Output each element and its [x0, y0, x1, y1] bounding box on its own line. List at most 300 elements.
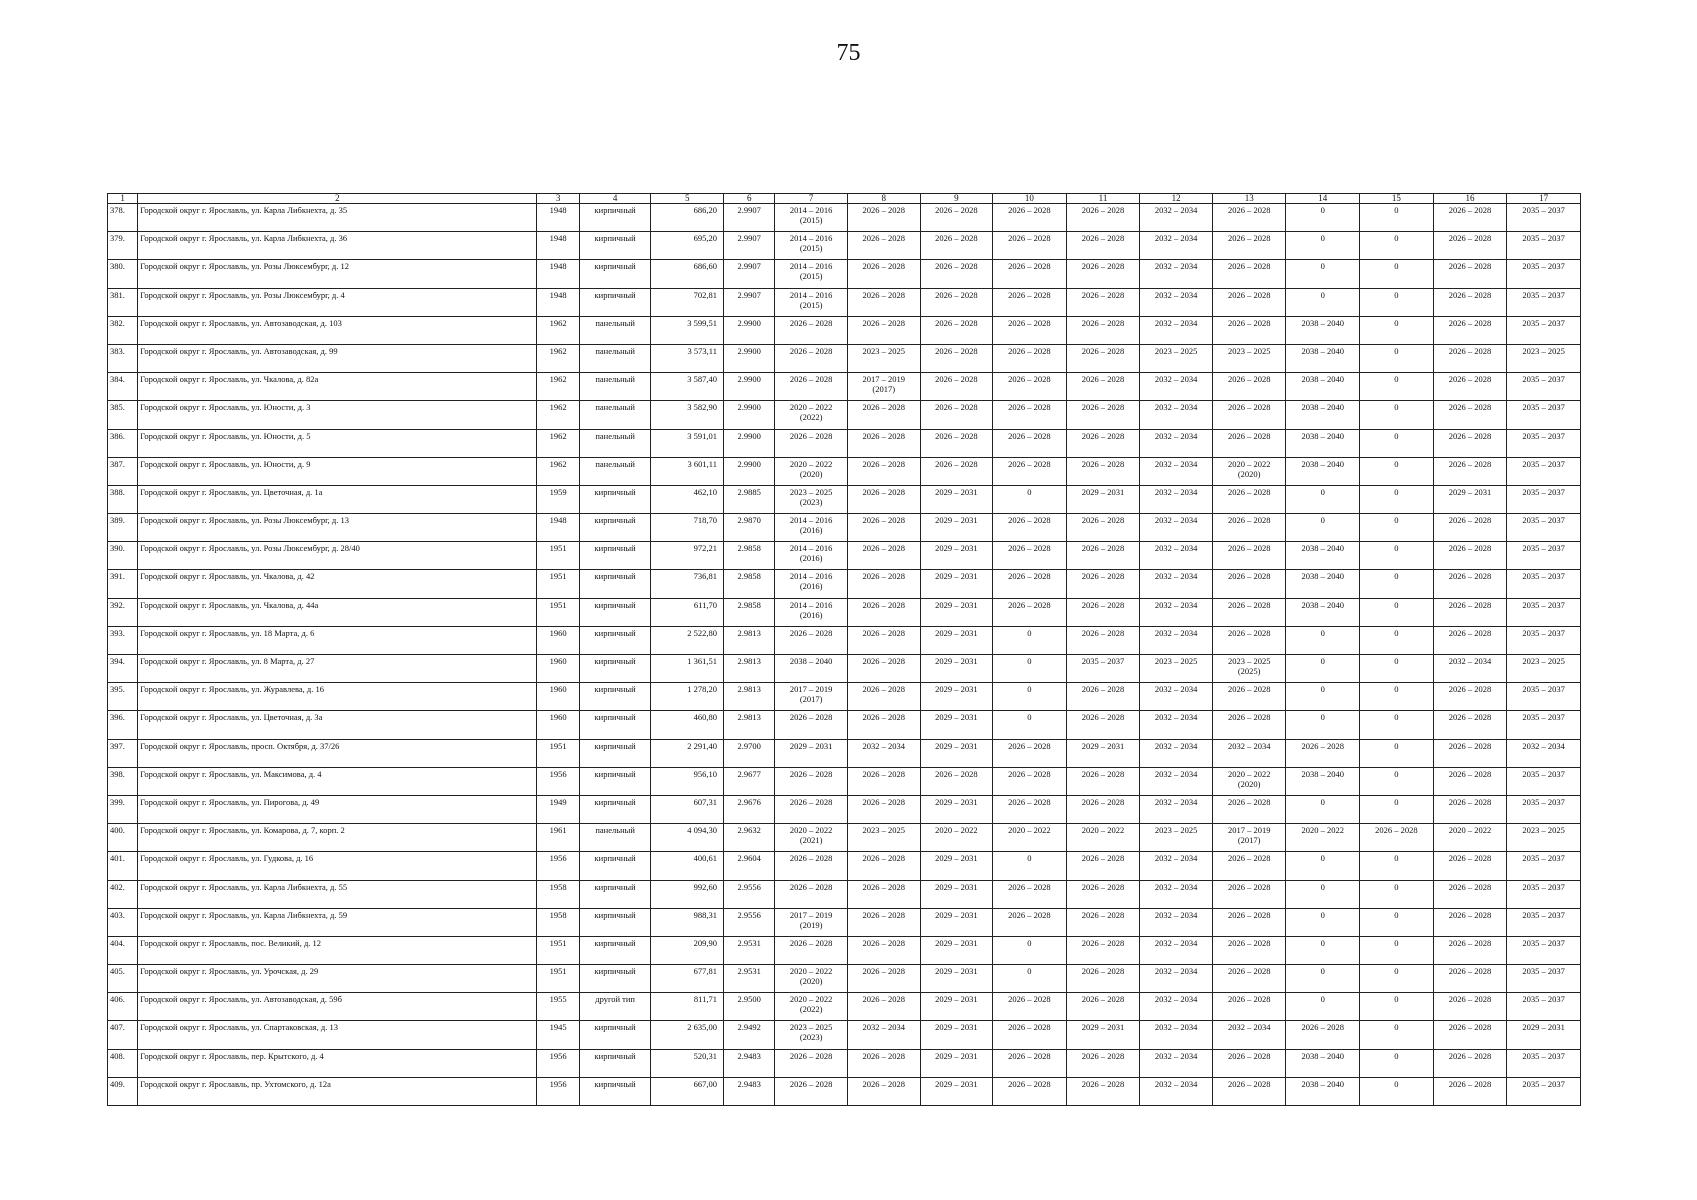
table-cell: 2038 – 2040: [1286, 1077, 1360, 1105]
table-cell: кирпичный: [579, 288, 651, 316]
table-cell: 2035 – 2037: [1507, 965, 1581, 993]
table-cell: 2026 – 2028: [847, 683, 920, 711]
table-cell: 2035 – 2037: [1507, 598, 1581, 626]
table-row: [108, 429, 1581, 457]
table-cell: 402.: [108, 880, 138, 908]
table-cell: 2026 – 2028: [1433, 542, 1507, 570]
table-row: [108, 485, 1581, 513]
table-cell: 379.: [108, 232, 138, 260]
table-cell: 2029 – 2031: [920, 908, 993, 936]
table-cell: 1951: [537, 739, 579, 767]
table-cell: 0: [993, 485, 1067, 513]
table-cell: 2029 – 2031: [920, 514, 993, 542]
table-cell: 2026 – 2028: [847, 232, 920, 260]
table-cell: 2026 – 2028: [1433, 570, 1507, 598]
table-cell: 2 291,40: [651, 739, 724, 767]
table-cell: Городской округ г. Ярославль, ул. Спартаковская, д. 13: [138, 1021, 537, 1049]
table-cell: 2029 – 2031: [920, 739, 993, 767]
table-row: [108, 232, 1581, 260]
table-cell: 2026 – 2028: [847, 429, 920, 457]
table-cell: 2026 – 2028: [775, 880, 848, 908]
table-cell: 403.: [108, 908, 138, 936]
table-cell: 2026 – 2028: [775, 1077, 848, 1105]
table-cell: 2032 – 2034: [1212, 739, 1286, 767]
table-cell: 2026 – 2028: [1212, 598, 1286, 626]
table-cell: панельный: [579, 824, 651, 852]
table-cell: 0: [1286, 485, 1360, 513]
table-cell: 2020 – 2022 (2020): [1212, 457, 1286, 485]
column-header: 2: [138, 194, 537, 204]
table-cell: 1951: [537, 936, 579, 964]
column-header: 15: [1360, 194, 1434, 204]
table-cell: кирпичный: [579, 598, 651, 626]
table-cell: 0: [993, 655, 1067, 683]
table-cell: 1956: [537, 1077, 579, 1105]
table-row: [108, 655, 1581, 683]
table-cell: 1951: [537, 965, 579, 993]
table-cell: 2026 – 2028: [993, 795, 1067, 823]
table-cell: 1 361,51: [651, 655, 724, 683]
table-cell: панельный: [579, 429, 651, 457]
table-cell: 2026 – 2028: [775, 429, 848, 457]
table-cell: 2032 – 2034: [1140, 401, 1213, 429]
table-cell: 972,21: [651, 542, 724, 570]
table-cell: 686,60: [651, 260, 724, 288]
table-cell: 2026 – 2028: [1066, 232, 1140, 260]
table-cell: 2032 – 2034: [1140, 316, 1213, 344]
column-header: 16: [1433, 194, 1507, 204]
table-row: [108, 683, 1581, 711]
table-row: [108, 880, 1581, 908]
table-cell: 2035 – 2037: [1507, 711, 1581, 739]
table-cell: 2026 – 2028: [847, 1077, 920, 1105]
table-cell: Городской округ г. Ярославль, ул. Розы Люксембург, д. 13: [138, 514, 537, 542]
table-cell: панельный: [579, 401, 651, 429]
table-cell: 2.9858: [723, 570, 774, 598]
table-cell: 956,10: [651, 767, 724, 795]
table-cell: 2026 – 2028: [1433, 795, 1507, 823]
table-cell: 811,71: [651, 993, 724, 1021]
table-cell: 0: [1360, 204, 1434, 232]
table-cell: 0: [1286, 908, 1360, 936]
table-cell: кирпичный: [579, 626, 651, 654]
table-cell: 0: [1360, 485, 1434, 513]
table-cell: Городской округ г. Ярославль, ул. 8 Марта, д. 27: [138, 655, 537, 683]
table-cell: 2026 – 2028: [1066, 795, 1140, 823]
table-cell: 2026 – 2028: [920, 767, 993, 795]
column-header: 8: [847, 194, 920, 204]
table-cell: 2026 – 2028: [1433, 288, 1507, 316]
table-cell: 2023 – 2025: [1507, 824, 1581, 852]
table-cell: 462,10: [651, 485, 724, 513]
table-cell: 2026 – 2028: [1066, 316, 1140, 344]
table-cell: кирпичный: [579, 739, 651, 767]
table-cell: 0: [1360, 542, 1434, 570]
table-cell: 2035 – 2037: [1507, 1077, 1581, 1105]
table-cell: Городской округ г. Ярославль, ул. Юности, д. 9: [138, 457, 537, 485]
table-cell: 2026 – 2028: [847, 1049, 920, 1077]
table-cell: 2017 – 2019 (2019): [775, 908, 848, 936]
table-cell: 2 522,80: [651, 626, 724, 654]
table-cell: 2026 – 2028: [993, 288, 1067, 316]
table-cell: кирпичный: [579, 795, 651, 823]
table-cell: 390.: [108, 542, 138, 570]
table-cell: 2020 – 2022 (2022): [775, 993, 848, 1021]
table-cell: 2026 – 2028: [1066, 429, 1140, 457]
table-cell: 0: [1360, 626, 1434, 654]
table-row: [108, 626, 1581, 654]
table-cell: 2026 – 2028: [1066, 852, 1140, 880]
table-cell: 2.9900: [723, 344, 774, 372]
table-cell: 2026 – 2028: [993, 260, 1067, 288]
table-cell: 2026 – 2028: [847, 908, 920, 936]
table-cell: 1960: [537, 683, 579, 711]
table-cell: 2026 – 2028: [847, 711, 920, 739]
table-cell: 0: [1360, 429, 1434, 457]
table-cell: 2026 – 2028: [1433, 993, 1507, 1021]
table-cell: 0: [1360, 288, 1434, 316]
table-cell: 2.9677: [723, 767, 774, 795]
table-cell: 2035 – 2037: [1507, 1049, 1581, 1077]
table-cell: 2026 – 2028: [1433, 936, 1507, 964]
table-cell: 2026 – 2028: [1212, 514, 1286, 542]
table-cell: 2032 – 2034: [1140, 795, 1213, 823]
table-cell: 2035 – 2037: [1507, 514, 1581, 542]
table-cell: 0: [993, 626, 1067, 654]
table-cell: 2026 – 2028: [1433, 514, 1507, 542]
table-cell: 2032 – 2034: [1140, 1077, 1213, 1105]
table-cell: 2032 – 2034: [1140, 288, 1213, 316]
table-cell: 2026 – 2028: [775, 711, 848, 739]
table-cell: кирпичный: [579, 1049, 651, 1077]
table-row: [108, 288, 1581, 316]
table-cell: 384.: [108, 373, 138, 401]
table-cell: 2026 – 2028: [1066, 401, 1140, 429]
table-cell: 2035 – 2037: [1507, 232, 1581, 260]
table-row: [108, 993, 1581, 1021]
table-cell: 2032 – 2034: [1140, 993, 1213, 1021]
table-cell: 0: [1360, 908, 1434, 936]
table-cell: 1961: [537, 824, 579, 852]
table-cell: 2026 – 2028: [775, 795, 848, 823]
table-cell: 2035 – 2037: [1507, 401, 1581, 429]
table-cell: 2035 – 2037: [1507, 880, 1581, 908]
table-cell: 2035 – 2037: [1507, 936, 1581, 964]
table-cell: 1962: [537, 401, 579, 429]
table-cell: 2026 – 2028: [920, 429, 993, 457]
table-cell: 2026 – 2028: [1212, 711, 1286, 739]
table-cell: 2023 – 2025: [1507, 344, 1581, 372]
table-cell: 2020 – 2022 (2022): [775, 401, 848, 429]
table-cell: 0: [1286, 514, 1360, 542]
table-cell: 2026 – 2028: [1433, 965, 1507, 993]
table-cell: 0: [1286, 260, 1360, 288]
table-cell: 2.9632: [723, 824, 774, 852]
table-cell: 2017 – 2019 (2017): [847, 373, 920, 401]
table-cell: 2020 – 2022: [1286, 824, 1360, 852]
table-cell: 2026 – 2028: [1212, 429, 1286, 457]
table-row: [108, 598, 1581, 626]
table-cell: 0: [1286, 993, 1360, 1021]
table-cell: 2026 – 2028: [1433, 852, 1507, 880]
table-cell: 2026 – 2028: [847, 880, 920, 908]
table-cell: 2 635,00: [651, 1021, 724, 1049]
table-cell: 2.9900: [723, 457, 774, 485]
table-cell: 0: [1360, 1021, 1434, 1049]
table-cell: 2026 – 2028: [775, 936, 848, 964]
table-cell: 2026 – 2028: [1212, 880, 1286, 908]
table-cell: 0: [1360, 683, 1434, 711]
table-cell: 2026 – 2028: [1433, 204, 1507, 232]
table-cell: 2032 – 2034: [1140, 767, 1213, 795]
table-cell: 2026 – 2028: [993, 514, 1067, 542]
table-cell: 2026 – 2028: [775, 316, 848, 344]
table-cell: 1956: [537, 1049, 579, 1077]
table-cell: 2020 – 2022 (2020): [775, 965, 848, 993]
table-cell: 2.9556: [723, 880, 774, 908]
table-cell: кирпичный: [579, 683, 651, 711]
table-row: [108, 344, 1581, 372]
table-cell: 0: [1360, 852, 1434, 880]
table-cell: 0: [993, 936, 1067, 964]
table-cell: 667,00: [651, 1077, 724, 1105]
table-cell: 2035 – 2037: [1507, 457, 1581, 485]
table-cell: 405.: [108, 965, 138, 993]
table-cell: 2026 – 2028: [993, 1049, 1067, 1077]
table-cell: 2026 – 2028: [993, 373, 1067, 401]
table-cell: кирпичный: [579, 965, 651, 993]
table-cell: Городской округ г. Ярославль, ул. Карла Либкнехта, д. 59: [138, 908, 537, 936]
table-cell: 2026 – 2028: [1433, 711, 1507, 739]
table-cell: 2029 – 2031: [920, 1049, 993, 1077]
table-cell: 677,81: [651, 965, 724, 993]
table-cell: 0: [1286, 683, 1360, 711]
table-cell: 396.: [108, 711, 138, 739]
table-cell: 0: [1286, 965, 1360, 993]
table-cell: 2029 – 2031: [1507, 1021, 1581, 1049]
table-cell: 2026 – 2028: [775, 852, 848, 880]
table-cell: 2.9531: [723, 936, 774, 964]
table-cell: 2026 – 2028: [1212, 965, 1286, 993]
table-cell: 2029 – 2031: [1066, 1021, 1140, 1049]
table-row: [108, 1021, 1581, 1049]
table-cell: 2026 – 2028: [1433, 598, 1507, 626]
table-cell: 2026 – 2028: [1360, 824, 1434, 852]
table-cell: 393.: [108, 626, 138, 654]
table-cell: 2026 – 2028: [920, 316, 993, 344]
table-cell: 718,70: [651, 514, 724, 542]
table-cell: 2026 – 2028: [920, 401, 993, 429]
table-cell: 2026 – 2028: [1433, 767, 1507, 795]
table-cell: 380.: [108, 260, 138, 288]
table-cell: 2026 – 2028: [1212, 232, 1286, 260]
table-cell: 2023 – 2025 (2025): [1212, 655, 1286, 683]
table-cell: 2026 – 2028: [993, 570, 1067, 598]
table-cell: 2032 – 2034: [847, 1021, 920, 1049]
table-row: [108, 373, 1581, 401]
table-row: [108, 401, 1581, 429]
table-cell: панельный: [579, 316, 651, 344]
table-cell: 2032 – 2034: [1140, 204, 1213, 232]
column-header: 13: [1212, 194, 1286, 204]
table-cell: 2026 – 2028: [1212, 1077, 1286, 1105]
table-cell: Городской округ г. Ярославль, ул. Цветочная, д. 3а: [138, 711, 537, 739]
table-cell: 1959: [537, 485, 579, 513]
table-row: [108, 514, 1581, 542]
table-cell: 2026 – 2028: [993, 908, 1067, 936]
table-cell: 2032 – 2034: [1140, 542, 1213, 570]
table-cell: 2026 – 2028: [1066, 711, 1140, 739]
table-cell: 0: [1286, 711, 1360, 739]
table-cell: 2026 – 2028: [1066, 965, 1140, 993]
table-cell: 736,81: [651, 570, 724, 598]
table-cell: 2.9483: [723, 1049, 774, 1077]
table-cell: Городской округ г. Ярославль, ул. Урочская, д. 29: [138, 965, 537, 993]
table-cell: 2023 – 2025: [1140, 824, 1213, 852]
table-cell: 2026 – 2028: [1433, 908, 1507, 936]
column-header: 4: [579, 194, 651, 204]
table-cell: Городской округ г. Ярославль, ул. Автозаводская, д. 103: [138, 316, 537, 344]
table-cell: 2038 – 2040: [1286, 373, 1360, 401]
table-cell: 2035 – 2037: [1507, 993, 1581, 1021]
table-cell: 409.: [108, 1077, 138, 1105]
table-cell: 2.9858: [723, 598, 774, 626]
table-cell: 2026 – 2028: [1066, 683, 1140, 711]
column-header: 9: [920, 194, 993, 204]
table-cell: 2026 – 2028: [1066, 288, 1140, 316]
table-cell: 406.: [108, 993, 138, 1021]
table-cell: 2032 – 2034: [1140, 232, 1213, 260]
table-row: [108, 542, 1581, 570]
table-cell: 2029 – 2031: [920, 880, 993, 908]
table-cell: 2026 – 2028: [993, 344, 1067, 372]
table-cell: 2026 – 2028: [1433, 401, 1507, 429]
table-cell: 0: [1360, 711, 1434, 739]
table-cell: другой тип: [579, 993, 651, 1021]
table-cell: 2029 – 2031: [920, 711, 993, 739]
table-cell: 2017 – 2019 (2017): [1212, 824, 1286, 852]
table-cell: 2026 – 2028: [1286, 739, 1360, 767]
table-cell: 3 591,01: [651, 429, 724, 457]
table-cell: 1960: [537, 655, 579, 683]
table-cell: 392.: [108, 598, 138, 626]
table-cell: 0: [1286, 936, 1360, 964]
table-cell: 2.9900: [723, 401, 774, 429]
table-cell: 2.9907: [723, 232, 774, 260]
table-header: [108, 194, 1581, 204]
table-cell: 389.: [108, 514, 138, 542]
table-cell: 2026 – 2028: [1433, 232, 1507, 260]
table-cell: 2020 – 2022: [920, 824, 993, 852]
table-cell: кирпичный: [579, 514, 651, 542]
table-row: [108, 767, 1581, 795]
table-cell: 2.9700: [723, 739, 774, 767]
table-row: [108, 824, 1581, 852]
table-cell: 2029 – 2031: [920, 598, 993, 626]
table-cell: 2035 – 2037: [1507, 288, 1581, 316]
table-cell: 407.: [108, 1021, 138, 1049]
table-cell: 381.: [108, 288, 138, 316]
table-cell: 2026 – 2028: [993, 880, 1067, 908]
table-cell: 2032 – 2034: [1140, 965, 1213, 993]
table-cell: 0: [1360, 260, 1434, 288]
table-cell: кирпичный: [579, 655, 651, 683]
table-cell: 2026 – 2028: [1066, 204, 1140, 232]
table-row: [108, 795, 1581, 823]
table-cell: 2.9900: [723, 429, 774, 457]
table-row: [108, 457, 1581, 485]
table-cell: 0: [1286, 288, 1360, 316]
table-cell: панельный: [579, 457, 651, 485]
table-cell: 2.9813: [723, 626, 774, 654]
table-cell: 2035 – 2037: [1507, 316, 1581, 344]
table-cell: 2026 – 2028: [847, 965, 920, 993]
table-cell: 2026 – 2028: [1212, 852, 1286, 880]
table-cell: 2026 – 2028: [993, 429, 1067, 457]
table-cell: 2026 – 2028: [847, 204, 920, 232]
table-cell: 2026 – 2028: [1433, 739, 1507, 767]
table-cell: 0: [1360, 767, 1434, 795]
table-cell: 2032 – 2034: [847, 739, 920, 767]
table-cell: 0: [1360, 344, 1434, 372]
table-cell: 2026 – 2028: [1066, 936, 1140, 964]
column-header: 11: [1066, 194, 1140, 204]
table-cell: 4 094,30: [651, 824, 724, 852]
table-cell: 2026 – 2028: [1433, 1021, 1507, 1049]
column-header: 3: [537, 194, 579, 204]
table-cell: 992,60: [651, 880, 724, 908]
table-cell: 2.9604: [723, 852, 774, 880]
table-cell: 0: [1360, 457, 1434, 485]
table-cell: 383.: [108, 344, 138, 372]
table-cell: 2035 – 2037: [1507, 485, 1581, 513]
table-cell: 2026 – 2028: [993, 232, 1067, 260]
column-header: 6: [723, 194, 774, 204]
table-cell: 2026 – 2028: [847, 795, 920, 823]
table-cell: 1956: [537, 767, 579, 795]
table-cell: 2032 – 2034: [1140, 1049, 1213, 1077]
table-cell: 2023 – 2025: [847, 344, 920, 372]
table-cell: 2026 – 2028: [847, 767, 920, 795]
table-cell: 2026 – 2028: [1212, 908, 1286, 936]
table-cell: Городской округ г. Ярославль, пос. Великий, д. 12: [138, 936, 537, 964]
table-cell: 2026 – 2028: [1212, 373, 1286, 401]
table-cell: 611,70: [651, 598, 724, 626]
table-cell: кирпичный: [579, 711, 651, 739]
table-cell: кирпичный: [579, 570, 651, 598]
table-cell: 2026 – 2028: [993, 316, 1067, 344]
table-body: [108, 204, 1581, 1106]
table-cell: 2032 – 2034: [1140, 485, 1213, 513]
table-cell: 2020 – 2022 (2020): [1212, 767, 1286, 795]
table-cell: 2026 – 2028: [847, 485, 920, 513]
table-cell: 2.9483: [723, 1077, 774, 1105]
table-cell: 2023 – 2025 (2023): [775, 1021, 848, 1049]
table-cell: 1948: [537, 204, 579, 232]
table-cell: 520,31: [651, 1049, 724, 1077]
table-cell: 2014 – 2016 (2016): [775, 598, 848, 626]
table-cell: 2026 – 2028: [1433, 373, 1507, 401]
table-cell: кирпичный: [579, 908, 651, 936]
table-cell: 2038 – 2040: [1286, 344, 1360, 372]
table-cell: 1948: [537, 260, 579, 288]
table-cell: 2029 – 2031: [920, 683, 993, 711]
table-cell: 695,20: [651, 232, 724, 260]
table-row: [108, 936, 1581, 964]
table-cell: Городской округ г. Ярославль, ул. Пирогова, д. 49: [138, 795, 537, 823]
table-cell: 1948: [537, 288, 579, 316]
table-cell: 397.: [108, 739, 138, 767]
